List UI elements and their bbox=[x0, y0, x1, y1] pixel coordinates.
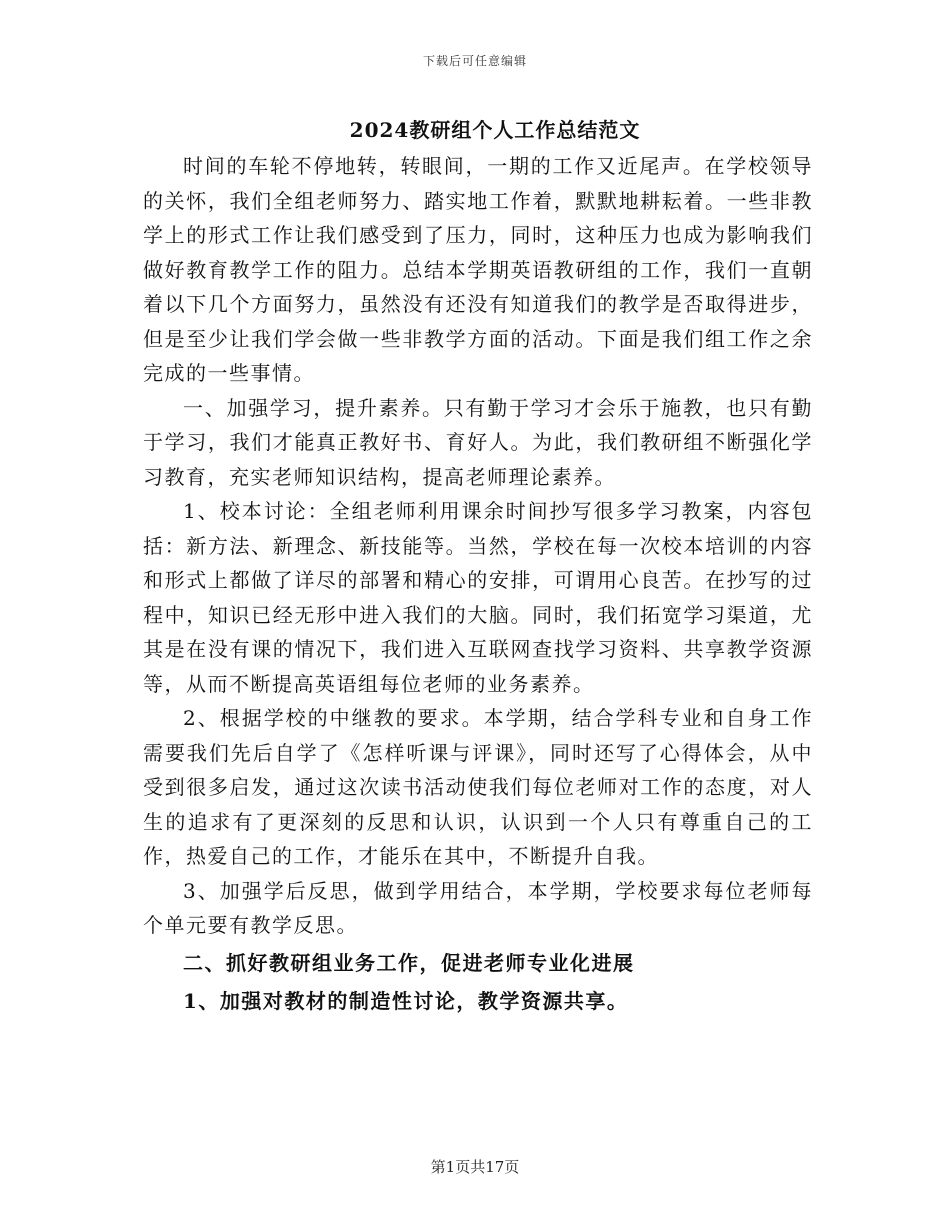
header-note: 下载后可任意编辑 bbox=[422, 54, 527, 68]
paragraph-item-2: 2、根据学校的中继教的要求。本学期，结合学科专业和自身工作需要我们先后自学了《怎样听课与评课》，同时还写了心得体会，从中受到很多启发，通过这次读书活动使我们每位老师对工作的态度，对人生的追求有了更深刻的反思和认识，认识到一个人只有尊重自己的工作，热爱自己的工作，才能乐在其中，不断提升自我。 bbox=[143, 706, 813, 868]
subsection-heading-2-1: 1、加强对教材的制造性讨论，教学资源共享。 bbox=[183, 988, 629, 1013]
paragraph-item-3: 3、加强学后反思，做到学用结合，本学期，学校要求每位老师每个单元要有教学反思。 bbox=[143, 878, 813, 937]
section-heading-2: 二、抓好教研组业务工作，促进老师专业化进展 bbox=[183, 950, 635, 975]
document-body bbox=[143, 149, 813, 1019]
document-title: 2024教研组个人工作总结范文 bbox=[349, 118, 641, 142]
paragraph-section-1: 一、加强学习，提升素养。只有勤于学习才会乐于施教，也只有勤于学习，我们才能真正教好书、育好人。为此，我们教研组不断强化学习教育，充实老师知识结构，提高老师理论素养。 bbox=[143, 395, 813, 489]
paragraph-item-1: 1、校本讨论：全组老师利用课余时间抄写很多学习教案，内容包括：新方法、新理念、新技能等。当然，学校在每一次校本培训的内容和形式上都做了详尽的部署和精心的安排，可谓用心良苦。在抄写的过程中，知识已经无形中进入我们的大脑。同时，我们拓宽学习渠道，尤其是在没有课的情况下，我们进入互联网查找学习资料、共享教学资源等，从而不断提高英语组每位老师的业务素养。 bbox=[143, 499, 813, 696]
paragraph-intro: 时间的车轮不停地转，转眼间，一期的工作又近尾声。在学校领导的关怀，我们全组老师努力、踏实地工作着，默默地耕耘着。一些非教学上的形式工作让我们感受到了压力，同时，这种压力也成为影响我们做好教育教学工作的阻力。总结本学期英语教研组的工作，我们一直朝着以下几个方面努力，虽然没有还没有知道我们的教学是否取得进步，但是至少让我们学会做一些非教学方面的活动。下面是我们组工作之余完成的一些事情。 bbox=[143, 154, 813, 385]
page-footer: 第1页共17页 bbox=[430, 1158, 520, 1176]
